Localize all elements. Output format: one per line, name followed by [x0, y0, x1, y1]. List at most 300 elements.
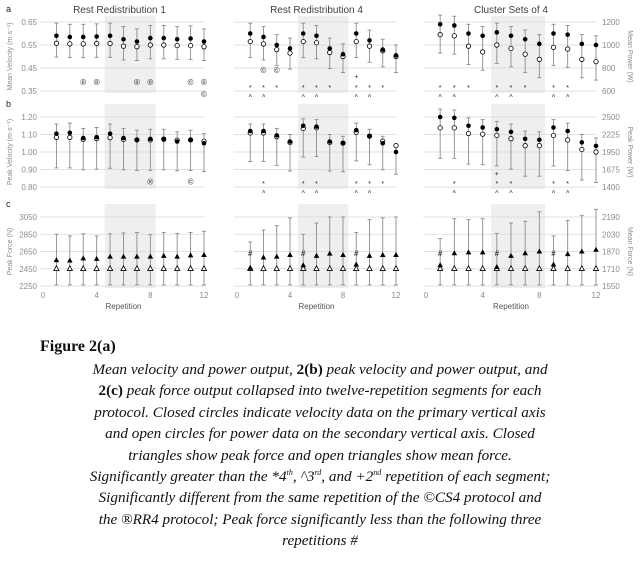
caption-line: [40, 509, 600, 530]
left-tick-label: 2850: [19, 230, 37, 240]
significance-mark: ®: [201, 78, 207, 87]
closed-circle-velocity: [68, 130, 73, 135]
x-tick-label: 12: [391, 291, 401, 300]
closed-circle-velocity: [341, 52, 346, 57]
left-axis-title: Peak Velocity (m·s⁻¹): [7, 118, 14, 186]
right-tick-label: 1200: [602, 18, 620, 27]
significance-mark: *: [381, 84, 385, 92]
significance-mark: ^: [551, 94, 556, 102]
open-circle-power: [81, 42, 85, 46]
significance-mark: *: [438, 84, 442, 92]
open-circle-power: [288, 51, 292, 55]
open-circle-power: [466, 131, 470, 135]
right-tick-label: 800: [602, 64, 616, 73]
significance-mark: ^: [566, 190, 570, 198]
significance-mark: *: [495, 180, 499, 188]
significance-mark: #: [437, 249, 443, 259]
closed-circle-velocity: [523, 137, 528, 142]
significance-mark: ^: [367, 190, 372, 198]
panel-c-2: [234, 204, 401, 311]
closed-circle-velocity: [81, 35, 86, 40]
significance-mark: *: [301, 180, 305, 188]
open-circle-power: [580, 147, 584, 151]
panel-c-3: [423, 204, 601, 311]
x-tick-label: 4: [94, 291, 99, 300]
open-triangle-mean-force: [393, 266, 398, 271]
significance-mark: *: [381, 180, 385, 188]
right-tick-label: 2225: [602, 130, 620, 140]
significance-mark: *: [315, 84, 318, 92]
significance-mark: *: [552, 180, 555, 188]
caption-text: Significantly greater than the *4: [89, 467, 287, 485]
significance-mark: *: [354, 84, 358, 92]
open-circle-power: [188, 43, 192, 47]
panel-b-2: [234, 104, 398, 197]
significance-mark: *: [495, 84, 499, 92]
right-tick-label: 1675: [602, 165, 620, 175]
left-tick-label: 1.00: [21, 148, 37, 157]
caption-text: 2(b): [296, 361, 323, 378]
panel-title: Cluster Sets of 4: [474, 5, 548, 16]
significance-mark: *: [552, 84, 555, 92]
significance-mark: ^: [495, 94, 499, 102]
significance-mark: ©: [187, 177, 194, 187]
open-triangle-mean-force: [551, 266, 556, 271]
significance-mark: ^: [314, 190, 319, 198]
closed-triangle-peak-force: [437, 262, 443, 267]
significance-mark: *: [566, 84, 570, 92]
open-circle-power: [162, 43, 166, 47]
right-tick-label: 2500: [602, 113, 620, 122]
open-circle-power: [438, 126, 442, 130]
closed-circle-velocity: [580, 42, 585, 47]
caption-text: nd: [373, 467, 382, 477]
significance-mark: ®: [93, 78, 100, 87]
open-circle-power: [480, 50, 484, 54]
open-circle-power: [594, 150, 598, 154]
significance-mark: *: [262, 180, 265, 188]
right-tick-label: 1550: [602, 282, 620, 291]
caption-text: protocol. Closed circles indicate velocity data on the primary vertical axis: [94, 403, 546, 421]
row-label: a: [6, 4, 12, 14]
significance-mark: #: [354, 249, 359, 259]
open-circle-power: [68, 135, 72, 139]
significance-mark: #: [551, 249, 556, 259]
significance-mark: ^: [495, 190, 499, 198]
closed-triangle-peak-force: [188, 252, 194, 257]
right-tick-label: 600: [602, 87, 616, 96]
open-circle-power: [551, 45, 555, 49]
significance-mark: *: [452, 84, 456, 92]
significance-mark: #: [301, 249, 306, 259]
significance-mark: ^: [452, 94, 456, 102]
closed-circle-velocity: [341, 141, 346, 146]
closed-triangle-peak-force: [287, 252, 293, 257]
significance-mark: ©: [273, 66, 280, 75]
open-triangle-mean-force: [593, 266, 598, 271]
significance-mark: *: [248, 84, 252, 92]
open-triangle-mean-force: [175, 266, 180, 271]
open-triangle-mean-force: [367, 266, 372, 271]
left-axis-title: Peak Force (N): [7, 227, 14, 276]
closed-circle-velocity: [551, 125, 556, 130]
closed-circle-velocity: [594, 43, 599, 48]
closed-circle-velocity: [135, 39, 140, 44]
significance-mark: *: [368, 180, 371, 188]
open-circle-power: [248, 39, 252, 43]
open-circle-power: [523, 52, 527, 56]
open-triangle-mean-force: [287, 266, 292, 271]
open-circle-power: [68, 42, 72, 46]
open-circle-power: [108, 135, 112, 139]
right-axis-title: Mean Power (W): [626, 30, 633, 83]
significance-mark: *: [509, 84, 513, 92]
closed-triangle-peak-force: [161, 253, 167, 258]
open-circle-power: [94, 41, 98, 45]
x-tick-label: 12: [199, 291, 209, 300]
open-circle-power: [202, 45, 206, 49]
open-circle-power: [54, 41, 58, 45]
significance-mark: #: [248, 249, 253, 259]
open-triangle-mean-force: [188, 266, 193, 271]
closed-circle-velocity: [148, 137, 153, 142]
open-triangle-mean-force: [565, 266, 570, 271]
open-circle-power: [523, 143, 527, 147]
right-axis-title: Mean Force (N): [626, 226, 633, 277]
significance-mark: *: [328, 84, 332, 92]
closed-triangle-peak-force: [201, 252, 207, 257]
closed-circle-velocity: [81, 136, 86, 141]
significance-mark: ©: [260, 66, 267, 75]
significance-mark: ^: [354, 94, 358, 102]
x-tick-label: 4: [287, 291, 293, 300]
significance-mark: *: [452, 180, 456, 188]
closed-circle-velocity: [565, 32, 570, 37]
open-triangle-mean-force: [161, 266, 166, 271]
significance-mark: ^: [261, 94, 266, 102]
right-tick-label: 1870: [602, 247, 620, 257]
open-triangle-mean-force: [354, 266, 359, 271]
closed-circle-velocity: [452, 23, 457, 28]
closed-circle-velocity: [202, 141, 207, 146]
closed-triangle-peak-force: [579, 249, 585, 254]
panel-b-3: [423, 104, 598, 197]
closed-circle-velocity: [188, 137, 193, 142]
open-triangle-mean-force: [466, 266, 471, 271]
open-triangle-mean-force: [380, 266, 385, 271]
row-label: c: [6, 199, 11, 209]
closed-circle-velocity: [509, 130, 514, 135]
closed-circle-velocity: [121, 37, 126, 42]
significance-mark: +: [354, 74, 359, 81]
x-tick-label: 0: [40, 291, 46, 300]
open-circle-power: [537, 143, 541, 147]
caption-text: 2(c): [98, 382, 123, 400]
significance-mark: *: [523, 84, 527, 92]
left-tick-label: 0.55: [21, 41, 37, 50]
significance-mark: ^: [452, 190, 456, 198]
open-triangle-mean-force: [94, 266, 99, 271]
significance-mark: *: [354, 180, 358, 188]
open-triangle-mean-force: [67, 266, 72, 271]
left-tick-label: 1.20: [21, 113, 37, 122]
caption-line: [40, 423, 600, 444]
open-circle-power: [452, 126, 456, 130]
x-tick-label: 0: [234, 291, 240, 300]
open-circle-power: [466, 44, 470, 48]
closed-circle-velocity: [108, 131, 113, 136]
open-circle-power: [495, 43, 499, 47]
caption-line: [40, 380, 600, 401]
caption-text: th: [286, 467, 293, 477]
significance-mark: ^: [314, 94, 319, 102]
caption-text: repetition of each segment;: [381, 467, 551, 485]
closed-circle-velocity: [68, 35, 73, 40]
closed-circle-velocity: [394, 53, 399, 58]
closed-triangle-peak-force: [261, 255, 267, 260]
open-circle-power: [261, 42, 265, 46]
x-tick-label: 8: [340, 291, 346, 300]
panel-b-1: [40, 104, 206, 189]
significance-mark: ^: [438, 94, 442, 102]
closed-circle-velocity: [301, 31, 306, 36]
right-tick-label: 2190: [602, 213, 620, 222]
open-triangle-mean-force: [480, 266, 485, 271]
left-tick-label: 2650: [19, 247, 37, 257]
open-circle-power: [509, 46, 513, 50]
closed-circle-velocity: [121, 136, 126, 141]
significance-mark: ^: [354, 190, 358, 198]
row-label: b: [6, 99, 12, 109]
closed-triangle-peak-force: [274, 254, 280, 259]
significance-mark: ©: [187, 78, 194, 87]
right-tick-label: 1710: [602, 264, 620, 274]
closed-circle-velocity: [480, 34, 485, 39]
significance-mark: ^: [261, 190, 266, 198]
panel-a-3: [423, 15, 598, 101]
closed-circle-velocity: [495, 30, 500, 35]
closed-circle-velocity: [261, 129, 266, 134]
caption-line: [40, 445, 600, 466]
open-triangle-mean-force: [579, 266, 584, 271]
closed-circle-velocity: [438, 22, 443, 27]
caption-line: [40, 359, 600, 380]
closed-circle-velocity: [135, 137, 140, 142]
closed-circle-velocity: [480, 125, 485, 130]
closed-triangle-peak-force: [353, 261, 359, 266]
right-tick-label: 1950: [602, 148, 620, 157]
right-axis-title: Peak Power (W): [626, 126, 633, 178]
left-tick-label: 3050: [19, 213, 37, 222]
significance-mark: ^: [248, 94, 252, 102]
closed-circle-velocity: [327, 139, 332, 144]
left-tick-label: 0.90: [21, 165, 37, 175]
open-circle-power: [452, 34, 456, 38]
x-tick-label: 4: [480, 291, 485, 300]
significance-mark: *: [467, 84, 470, 92]
open-circle-power: [495, 133, 499, 137]
significance-mark: ^: [301, 94, 305, 102]
open-circle-power: [108, 41, 112, 45]
closed-circle-velocity: [248, 129, 253, 134]
caption-text: peak velocity and power output, and: [322, 361, 548, 378]
left-tick-label: 0.80: [21, 183, 37, 192]
open-circle-power: [275, 47, 279, 51]
closed-triangle-peak-force: [67, 258, 73, 263]
closed-circle-velocity: [380, 141, 385, 146]
closed-triangle-peak-force: [393, 252, 399, 257]
significance-mark: ^: [566, 94, 570, 102]
closed-circle-velocity: [248, 31, 253, 36]
caption-text: , ^3: [292, 467, 315, 485]
closed-triangle-peak-force: [54, 257, 60, 262]
significance-mark: ®: [147, 78, 154, 87]
closed-circle-velocity: [580, 140, 585, 145]
caption-text: and open circles for power data on the secondary vertical axis. Closed: [105, 425, 535, 443]
closed-circle-velocity: [54, 34, 59, 39]
closed-circle-velocity: [288, 139, 293, 144]
closed-circle-velocity: [380, 47, 385, 52]
significance-mark: *: [566, 180, 570, 188]
significance-mark: ^: [551, 190, 556, 198]
significance-mark: ®: [133, 78, 140, 87]
closed-circle-velocity: [594, 144, 599, 149]
closed-circle-velocity: [148, 36, 153, 41]
open-triangle-mean-force: [274, 266, 279, 271]
right-tick-label: 2030: [602, 230, 620, 240]
closed-triangle-peak-force: [367, 253, 373, 258]
closed-circle-velocity: [94, 34, 99, 39]
caption-text: , and +2: [321, 467, 374, 485]
open-circle-power: [537, 57, 541, 61]
caption-line: [40, 487, 600, 508]
x-tick-label: 8: [148, 291, 153, 300]
closed-circle-velocity: [161, 137, 166, 142]
closed-circle-velocity: [261, 35, 266, 40]
x-tick-label: 12: [591, 291, 601, 300]
caption-text: the ®RR4 protocol; Peak force significantly less than the following three: [98, 510, 542, 528]
significance-mark: ^: [509, 94, 513, 102]
significance-mark: *: [275, 84, 279, 92]
closed-circle-velocity: [202, 39, 207, 44]
closed-circle-velocity: [108, 34, 113, 39]
open-circle-power: [509, 136, 513, 140]
closed-triangle-peak-force: [174, 254, 180, 259]
closed-triangle-peak-force: [80, 255, 86, 260]
open-circle-power: [594, 59, 598, 63]
open-triangle-mean-force: [452, 266, 457, 271]
caption-text: rd: [314, 467, 322, 477]
x-axis-title: Repetition: [105, 302, 142, 311]
open-circle-power: [551, 133, 555, 137]
closed-triangle-peak-force: [452, 250, 458, 255]
left-tick-label: 2250: [19, 282, 37, 291]
left-tick-label: 0.45: [21, 64, 37, 73]
open-triangle-mean-force: [261, 266, 266, 271]
open-circle-power: [438, 32, 442, 36]
panel-c-1: [40, 204, 209, 311]
closed-circle-velocity: [54, 131, 59, 136]
closed-circle-velocity: [161, 36, 166, 41]
left-tick-label: 1.10: [21, 130, 37, 140]
closed-triangle-peak-force: [247, 265, 253, 270]
open-triangle-mean-force: [54, 266, 59, 271]
closed-circle-velocity: [367, 134, 372, 139]
closed-circle-velocity: [466, 123, 471, 128]
panel-a-1: [40, 16, 207, 99]
closed-circle-velocity: [314, 124, 319, 129]
caption-text: triangles show peak force and open triangles show mean force.: [128, 446, 512, 464]
closed-circle-velocity: [94, 135, 99, 140]
open-circle-power: [480, 132, 484, 136]
open-triangle-mean-force: [81, 266, 86, 271]
open-triangle-mean-force: [201, 266, 206, 271]
closed-triangle-peak-force: [380, 252, 386, 257]
caption-line: [40, 466, 600, 487]
closed-triangle-peak-force: [94, 256, 100, 261]
right-tick-label: 1400: [602, 183, 620, 192]
significance-mark: ^: [509, 190, 513, 198]
significance-mark: #: [494, 249, 500, 259]
caption-text: Mean velocity and power output,: [92, 361, 297, 378]
significance-mark: ^: [301, 190, 305, 198]
significance-mark: *: [315, 180, 318, 188]
open-circle-power: [565, 47, 569, 51]
open-circle-power: [367, 44, 371, 48]
closed-circle-velocity: [175, 37, 180, 42]
closed-circle-velocity: [175, 139, 180, 144]
caption-text: repetitions #: [282, 532, 358, 550]
significance-mark: *: [262, 84, 265, 92]
closed-circle-velocity: [466, 31, 471, 36]
significance-mark: ®: [147, 177, 154, 187]
open-circle-power: [301, 39, 305, 43]
open-circle-power: [175, 43, 179, 47]
closed-circle-velocity: [452, 116, 457, 121]
closed-circle-velocity: [523, 37, 528, 42]
closed-circle-velocity: [509, 34, 514, 39]
significance-mark: +: [494, 171, 499, 179]
significance-mark: *: [301, 84, 305, 92]
closed-circle-velocity: [495, 127, 500, 132]
open-circle-power: [121, 44, 125, 48]
open-circle-power: [328, 50, 332, 54]
caption-text: Significantly different from the same repetition of the ©CS4 protocol and: [98, 489, 542, 507]
open-circle-power: [580, 57, 584, 61]
closed-circle-velocity: [274, 43, 279, 48]
open-circle-power: [394, 143, 398, 147]
left-tick-label: 0.35: [21, 87, 37, 96]
closed-circle-velocity: [438, 115, 443, 120]
closed-circle-velocity: [327, 46, 332, 51]
closed-circle-velocity: [188, 36, 193, 41]
significance-mark: *: [509, 180, 513, 188]
closed-triangle-peak-force: [551, 261, 557, 266]
x-tick-label: 8: [537, 291, 542, 300]
closed-circle-velocity: [354, 31, 359, 36]
closed-circle-velocity: [537, 42, 542, 47]
figure-caption: [40, 359, 600, 552]
closed-circle-velocity: [551, 31, 556, 36]
caption-line: [40, 530, 600, 551]
closed-triangle-peak-force: [593, 247, 599, 252]
panel-a-2: [234, 16, 398, 101]
x-axis-title: Repetition: [492, 302, 530, 311]
closed-circle-velocity: [288, 46, 293, 51]
closed-circle-velocity: [274, 133, 279, 138]
closed-circle-velocity: [394, 150, 399, 155]
open-circle-power: [314, 41, 318, 45]
